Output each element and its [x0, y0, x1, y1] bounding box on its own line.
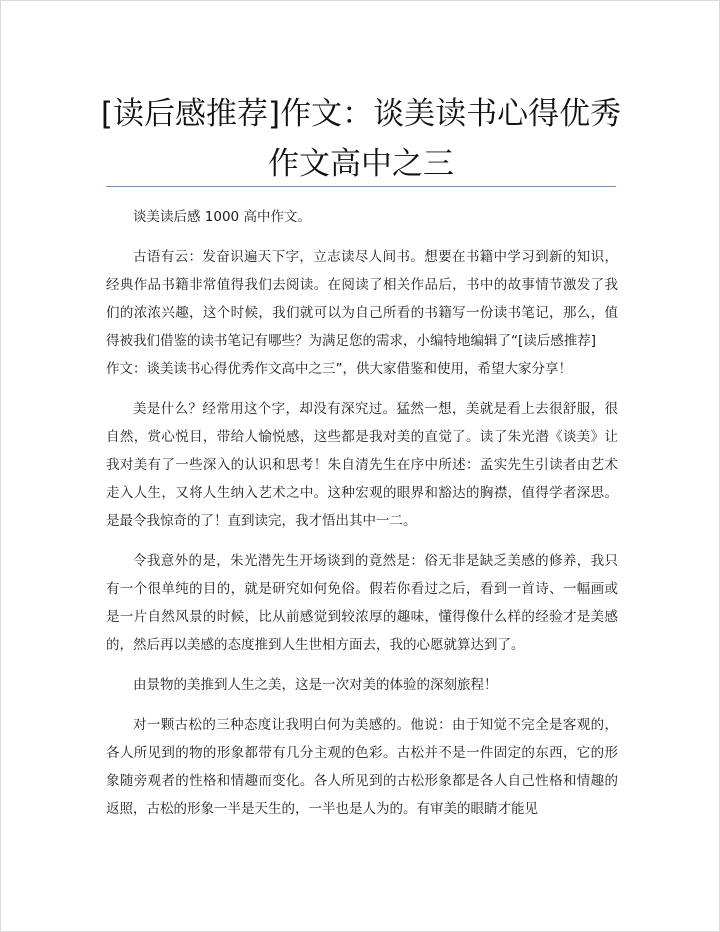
paragraph: 美是什么？经常用这个字，却没有深究过。猛然一想，美就是看上去很舒服，很自然，赏心悦目，带给人愉悦感，这些都是我对美的直觉了。读了朱光潜《谈美》让我对美有了一些深入的认识和思考！朱自清先生在序中所述：孟实先生引读者由艺术走入人生，又将人生纳入艺术之中。这种宏观的眼界和豁达的胸襟，值得学者深思。是最令我惊奇的了！直到读完，我才悟出其中一二。: [106, 401, 618, 529]
paragraph: 谈美读后感 1000 高中作文。: [133, 209, 311, 225]
title-divider: [106, 186, 616, 187]
article-body: [106, 203, 618, 835]
paragraph: 作文：谈美读书心得优秀作文高中之三”，供大家借鉴和使用，希望大家分享！: [106, 361, 572, 377]
page-title: [读后感推荐]作文：谈美读书心得优秀作文高中之三: [100, 96, 622, 182]
paragraph: 令我意外的是，朱光潜先生开场谈到的竟然是：俗无非是缺乏美感的修养，我只有一个很单纯的目的，就是研究如何免俗。假若你看过之后，看到一首诗、一幅画或是一片自然风景的时候，比从前感觉到较浓厚的趣味，懂得像什么样的经验才是美感的，然后再以美感的态度推到人生世相方面去，我的心愿就算达到了。: [106, 553, 618, 653]
paragraph: 由景物的美推到人生之美，这是一次对美的体验的深刻旅程！: [133, 677, 498, 693]
paragraph: 古语有云：发奋识遍天下字，立志读尽人间书。想要在书籍中学习到新的知识，经典作品书籍非常值得我们去阅读。在阅读了相关作品后，书中的故事情节激发了我们的浓浓兴趣，这个时候，我们就可以为自己所看的书籍写一份读书笔记，那么，值得被我们借鉴的读书笔记有哪些？为满足您的需求，小编特地编辑了“[读后感推荐]: [106, 249, 618, 349]
paragraph: 对一颗古松的三种态度让我明白何为美感的。他说：由于知觉不完全是客观的，各人所见到的物的形象都带有几分主观的色彩。古松并不是一件固定的东西，它的形象随旁观者的性格和情趣而变化。各人所见到的古松形象都是各人自己性格和情趣的返照，古松的形象一半是天生的，一半也是人为的。有审美的眼睛才能见: [106, 717, 618, 817]
